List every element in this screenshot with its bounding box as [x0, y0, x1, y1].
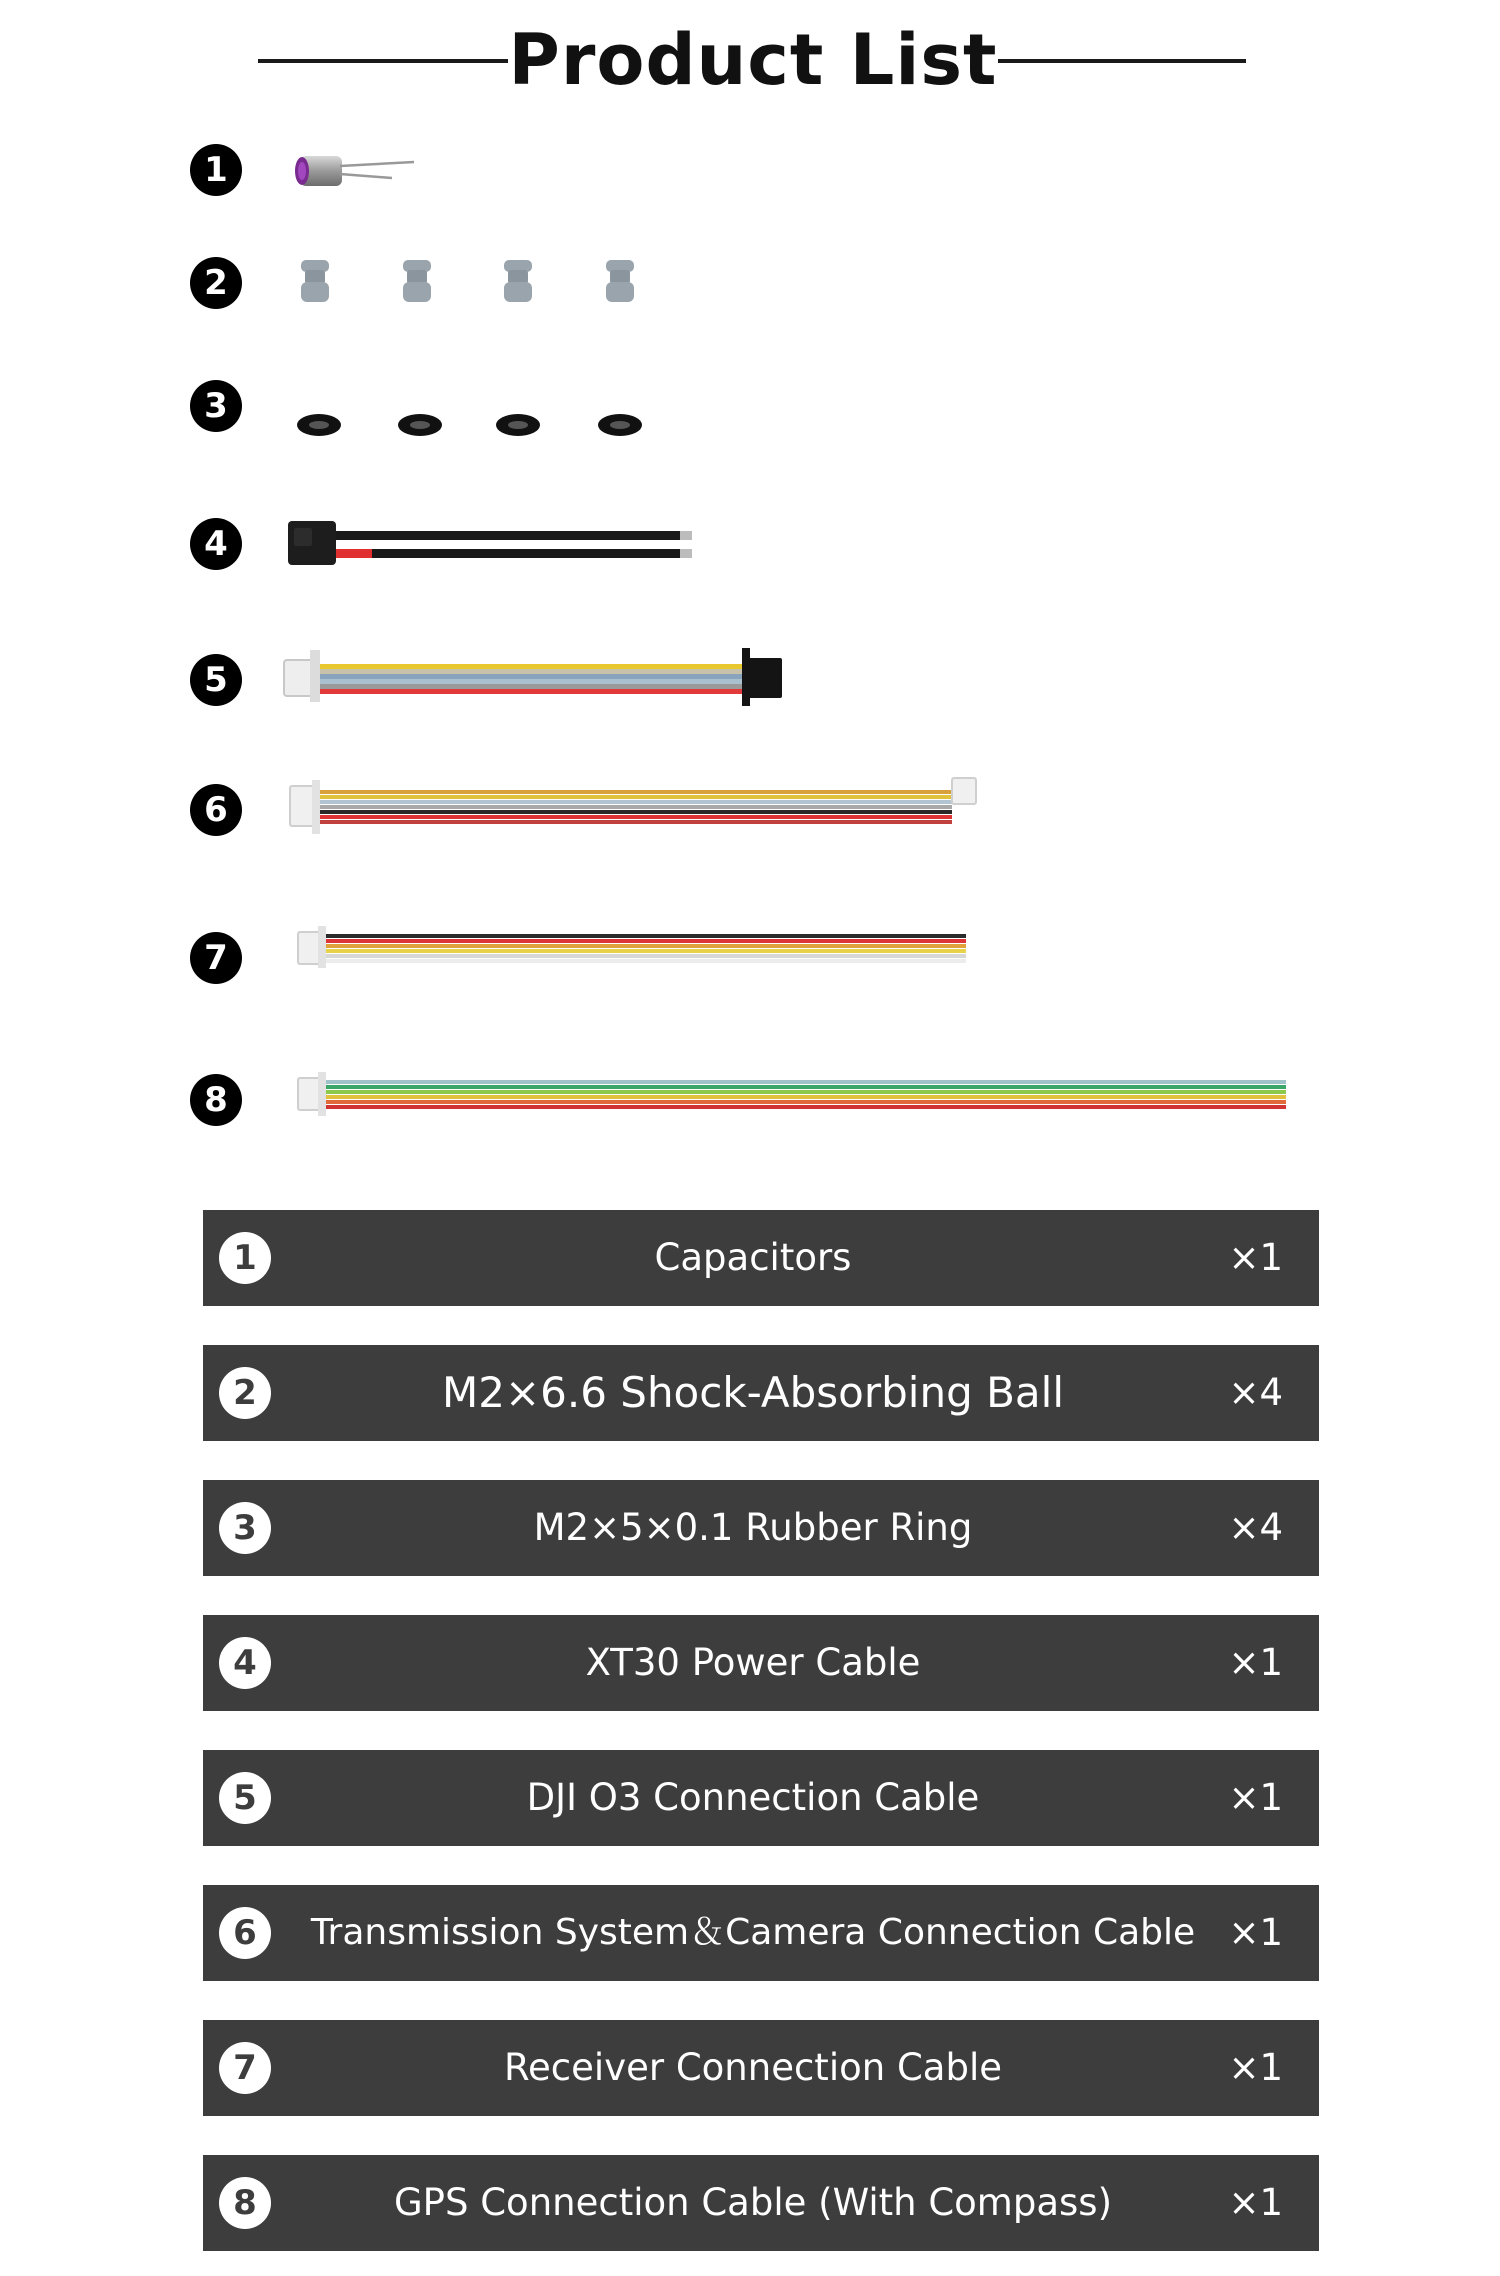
illustration-number-5: 5 — [190, 654, 242, 706]
dji-o3-cable-icon — [282, 646, 792, 706]
product-row-3 — [203, 1480, 1319, 1576]
title-header — [0, 20, 1500, 100]
product-name: Receiver Connection Cable — [504, 2046, 1002, 2089]
product-name: Capacitors — [654, 1236, 852, 1279]
product-quantity: ×1 — [1228, 1236, 1283, 1279]
row-number-badge: 5 — [219, 1772, 271, 1824]
product-row-7 — [203, 2020, 1319, 2116]
row-number-badge: 4 — [219, 1637, 271, 1689]
title-rule-left — [258, 59, 508, 63]
illustration-number-4: 4 — [190, 518, 242, 570]
receiver-cable-icon — [296, 924, 976, 970]
product-quantity: ×1 — [1228, 2181, 1283, 2224]
row-number-badge: 7 — [219, 2042, 271, 2094]
product-quantity: ×1 — [1228, 1776, 1283, 1819]
product-row-5 — [203, 1750, 1319, 1846]
product-row-4 — [203, 1615, 1319, 1711]
product-row-1 — [203, 1210, 1319, 1306]
xt30-power-cable-icon — [286, 518, 706, 568]
product-row-6 — [203, 1885, 1319, 1981]
illustration-number-7: 7 — [190, 932, 242, 984]
row-number-badge: 8 — [219, 2177, 271, 2229]
shock-absorbing-ball-icon — [296, 258, 646, 308]
illustration-number-1: 1 — [190, 144, 242, 196]
illustration-number-6: 6 — [190, 784, 242, 836]
product-name: M2×5×0.1 Rubber Ring — [533, 1506, 973, 1549]
capacitor-icon — [292, 150, 422, 195]
row-number-badge: 3 — [219, 1502, 271, 1554]
transmission-camera-cable-icon — [288, 776, 1000, 838]
product-quantity: ×1 — [1228, 1641, 1283, 1684]
product-quantity: ×1 — [1228, 1911, 1283, 1954]
product-quantity: ×4 — [1228, 1371, 1283, 1414]
product-name: M2×6.6 Shock-Absorbing Ball — [441, 1368, 1064, 1417]
rubber-ring-icon — [296, 410, 646, 440]
illustration-number-8: 8 — [190, 1074, 242, 1126]
product-name: Transmission System＆Camera Connection Cable — [310, 1912, 1196, 1953]
title-rule-right — [998, 59, 1246, 63]
row-number-badge: 6 — [219, 1907, 271, 1959]
product-name: XT30 Power Cable — [585, 1641, 921, 1684]
illustration-number-3: 3 — [190, 380, 242, 432]
product-quantity: ×1 — [1228, 2046, 1283, 2089]
illustration-number-2: 2 — [190, 257, 242, 309]
product-row-8 — [203, 2155, 1319, 2251]
product-quantity: ×4 — [1228, 1506, 1283, 1549]
product-row-2 — [203, 1345, 1319, 1441]
gps-cable-icon — [296, 1070, 1296, 1118]
page-title: Product List — [508, 19, 998, 101]
product-name: GPS Connection Cable (With Compass) — [393, 2181, 1112, 2224]
row-number-badge: 2 — [219, 1367, 271, 1419]
row-number-badge: 1 — [219, 1232, 271, 1284]
product-name: DJI O3 Connection Cable — [526, 1776, 980, 1819]
